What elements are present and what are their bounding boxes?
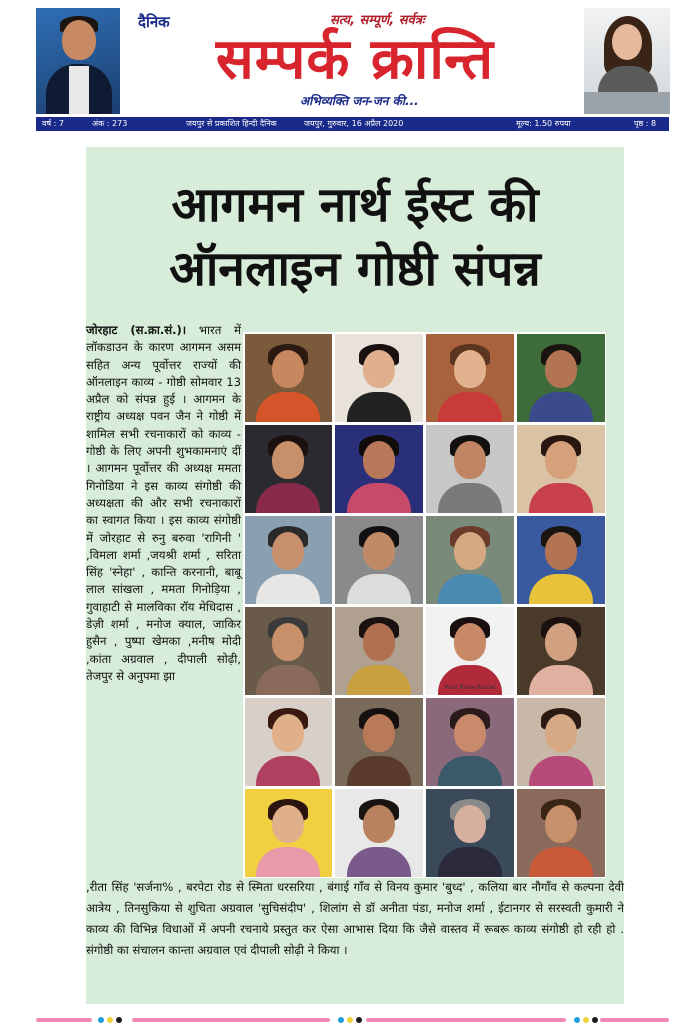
torso-shape xyxy=(529,392,593,422)
face-shape xyxy=(272,623,304,661)
footer-dot xyxy=(356,1017,362,1023)
participant-photo xyxy=(426,698,514,786)
masthead xyxy=(0,0,689,118)
issue-published: जयपुर से प्रकाशित हिन्दी दैनिक xyxy=(186,119,277,128)
footer-dot xyxy=(583,1017,589,1023)
footer-dot xyxy=(592,1017,598,1023)
torso-shape xyxy=(347,483,411,513)
article-lead xyxy=(86,322,241,685)
face-shape xyxy=(454,623,486,661)
torso-shape xyxy=(438,574,502,604)
face-shape xyxy=(363,350,395,388)
issue-year: वर्ष : 7 xyxy=(42,119,64,128)
article-headline xyxy=(86,173,624,301)
participant-photo xyxy=(245,334,333,422)
torso-shape xyxy=(438,483,502,513)
torso-shape xyxy=(347,665,411,695)
participant-photo xyxy=(245,607,333,695)
footer-bar xyxy=(366,1018,566,1022)
torso-shape xyxy=(256,392,320,422)
headline-line-2: ऑनलाइन गोष्ठी संपन्न xyxy=(169,241,541,297)
face-shape xyxy=(272,714,304,752)
face-shape xyxy=(454,805,486,843)
participant-photo xyxy=(335,516,423,604)
issue-page: पृष्ठ : 8 xyxy=(634,119,657,128)
face-shape xyxy=(612,24,642,60)
torso-shape xyxy=(256,756,320,786)
torso-shape xyxy=(529,483,593,513)
participant-photo xyxy=(517,334,605,422)
shirt-shape xyxy=(69,66,89,114)
face-shape xyxy=(454,350,486,388)
face-shape xyxy=(545,714,577,752)
face-shape xyxy=(545,623,577,661)
participant-photo xyxy=(517,425,605,513)
photo-caption: Rani Rana Ranial xyxy=(444,683,496,691)
participant-photo xyxy=(245,698,333,786)
torso-shape xyxy=(347,574,411,604)
face-shape xyxy=(545,350,577,388)
face-shape xyxy=(454,441,486,479)
participant-photo xyxy=(335,334,423,422)
face-shape xyxy=(363,714,395,752)
torso-shape xyxy=(529,665,593,695)
torso-shape xyxy=(529,847,593,877)
torso-shape xyxy=(529,574,593,604)
face-shape xyxy=(545,441,577,479)
torso-shape xyxy=(529,756,593,786)
participant-photo xyxy=(245,516,333,604)
torso-shape xyxy=(347,847,411,877)
footer-bar xyxy=(36,1018,92,1022)
issue-dateline: जयपुर, गुरुवार, 16 अप्रैल 2020 xyxy=(304,119,404,128)
article-dateline: जोरहाट (स.क्रा.सं.)। xyxy=(86,323,187,337)
torso-shape xyxy=(438,847,502,877)
torso-shape xyxy=(256,574,320,604)
participants-photo-grid xyxy=(243,332,606,878)
face-shape xyxy=(363,441,395,479)
face-shape xyxy=(272,532,304,570)
article-continuation: ,रीता सिंह 'सर्जना% , बरपेटा रोड से स्मिता धरसरिया , बंगाई गाँव से विनय कुमार 'बुध्द' , कलिया बार नौगाँव से कल्पना देवी आत्रेय , तिनसुकिया से शुचिता अग्रवाल 'सुचिसंदीप' , शिलांग से डॉ अनीता पंडा, मनोज शर्मा , ईटानगर से सरस्वती कुमारी ने काव्य की विभिन्न विधाओं में अपनी रचनाये प्रस्तुत कर ऐसा आभास दिया कि जैसे वास्तव में रूबरू काव्य संगोष्ठी हो रही हो . संगोष्ठी का संचालन कान्ता अग्रवाल एवं दीपाली सोढ़ी ने किया । xyxy=(86,880,624,957)
face-shape xyxy=(454,532,486,570)
footer-bar xyxy=(600,1018,669,1022)
participant-photo xyxy=(517,789,605,877)
face-shape xyxy=(545,805,577,843)
participant-photo xyxy=(335,607,423,695)
participant-photo xyxy=(335,698,423,786)
face-shape xyxy=(363,532,395,570)
participant-photo xyxy=(426,516,514,604)
footer-dot xyxy=(107,1017,113,1023)
issue-info-bar xyxy=(36,117,669,131)
face-shape xyxy=(272,441,304,479)
masthead-prefix: दैनिक xyxy=(138,13,170,31)
participant-photo xyxy=(426,334,514,422)
issue-number: अंक : 273 xyxy=(92,119,128,128)
masthead-photo-left xyxy=(36,8,120,114)
torso-shape xyxy=(438,392,502,422)
torso-shape xyxy=(347,392,411,422)
face-shape xyxy=(272,805,304,843)
participant-photo xyxy=(335,425,423,513)
torso-shape xyxy=(256,847,320,877)
face-shape xyxy=(62,20,96,60)
masthead-tagline: सत्य, सम्पूर्ण, सर्वत्रः xyxy=(330,13,425,28)
footer-dot xyxy=(98,1017,104,1023)
participant-photo xyxy=(426,607,514,695)
article-lead-text: भारत में लॉकडाउन के कारण आगमन असम सहित अन्य पूर्वोत्तर राज्यों की ऑनलाइन काव्य - गोष्ठी सोमवार 13 अप्रैल को संपन्न हुई । आगमन के राष्ट्रीय अध्यक्ष पवन जैन ने गोष्ठी में शामिल सभी रचनाकारों को काव्य - गोष्ठी के लिए अपनी शुभकामनाएं दीं । आगमन पूर्वोत्तर की अध्यक्ष ममता गिनोडिया ने इस काव्य संगोष्ठी की अध्यक्षता की और सभी रचनाकारों का स्वागत किया । इस काव्य संगोष्ठी में जोरहाट से रुनु बरुवा 'रागिनी ' ,विमला शर्मा ,जयश्री शर्मा , सरिता सिंह 'स्नेहा' , कान्ति करनानी, बाबू लाल सांखला , ममता गिनोड़िया , गुवाहाटी से मालविका रॉय मेधिदास , डेज़ी शर्मा , मनोज क्याल, जाकिर हुसैन , पुष्पा खेमका ,मनीष मोदी ,कांता अग्रवाल , दीपाली सोढ़ी, तेजपुर से अनुपमा झा xyxy=(86,323,241,683)
face-shape xyxy=(545,532,577,570)
torso-shape xyxy=(438,756,502,786)
face-shape xyxy=(272,350,304,388)
participant-photo xyxy=(426,425,514,513)
footer-dot xyxy=(347,1017,353,1023)
participant-photo xyxy=(517,607,605,695)
participant-photo xyxy=(245,425,333,513)
torso-shape xyxy=(347,756,411,786)
issue-price: मूल्य: 1.50 रुपया xyxy=(516,119,571,128)
masthead-motto: अभिव्यक्ति जन-जन की... xyxy=(300,94,419,108)
footer-dot xyxy=(574,1017,580,1023)
participant-photo xyxy=(245,789,333,877)
participant-photo xyxy=(517,698,605,786)
footer-dot xyxy=(116,1017,122,1023)
article-panel xyxy=(86,147,624,1004)
participant-photo xyxy=(426,789,514,877)
face-shape xyxy=(454,714,486,752)
torso-shape xyxy=(256,483,320,513)
masthead-photo-right xyxy=(584,8,670,114)
participant-photo xyxy=(335,789,423,877)
laptop-shape xyxy=(584,92,670,114)
footer-bar xyxy=(132,1018,330,1022)
masthead-title: सम्पर्क क्रान्ति xyxy=(215,27,495,92)
headline-line-1: आगमन नार्थ ईस्ट की xyxy=(171,177,539,233)
face-shape xyxy=(363,805,395,843)
footer-strip xyxy=(36,1016,669,1024)
footer-dot xyxy=(338,1017,344,1023)
torso-shape xyxy=(256,665,320,695)
participant-photo xyxy=(517,516,605,604)
face-shape xyxy=(363,623,395,661)
